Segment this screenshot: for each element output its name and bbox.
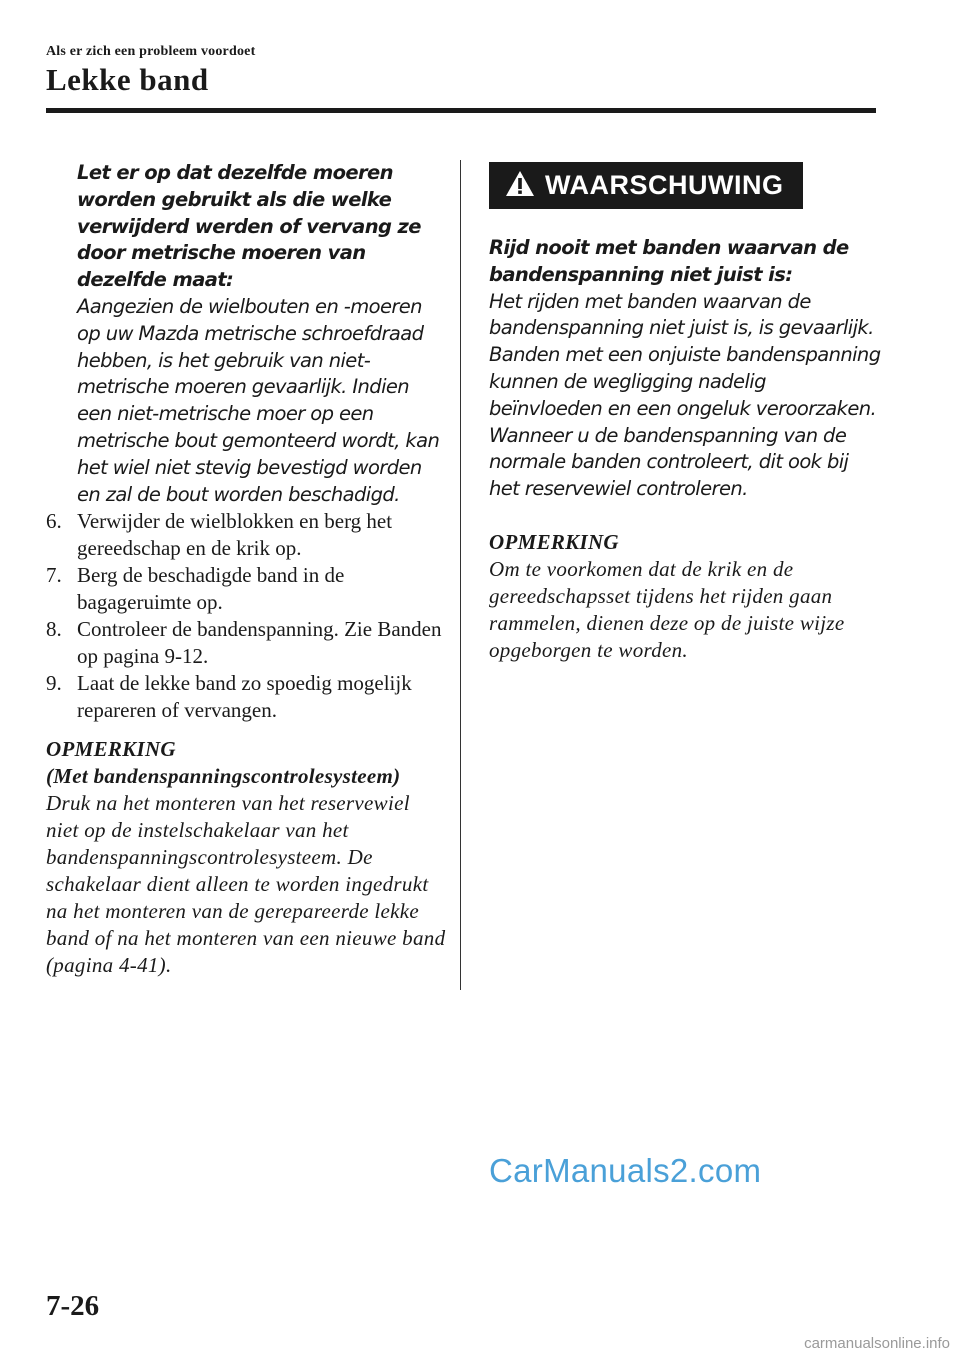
caution-heading: Let er op dat dezelfde moeren worden gebruikt als die welke verwijderd werden of vervang ze door metrische moeren van dezelfde maat: (77, 161, 421, 292)
step-number: 6. (46, 509, 62, 534)
warning-label: WAARSCHUWING (545, 170, 784, 200)
header-rule (46, 108, 876, 113)
warning-block (489, 235, 884, 503)
step-number: 8. (46, 617, 62, 642)
steps-list (46, 508, 446, 724)
page-title: Lekke band (46, 62, 209, 97)
list-item (46, 508, 446, 562)
note-body: Druk na het monteren van het reservewiel niet op de instelschakelaar van het bandenspanningscontrolesysteem. De schakelaar dient alleen te worden ingedrukt na het monteren van de gerepareerde lekke band of na het monteren van een nieuwe band (pagina 4-41). (46, 791, 446, 978)
note-block (46, 736, 446, 979)
list-item (46, 670, 446, 724)
note-label: OPMERKING (489, 529, 619, 554)
warning-triangle-icon (505, 170, 535, 202)
note-block-right (489, 529, 884, 664)
note-subtitle: (Met bandenspanningscontrolesysteem) (46, 764, 401, 789)
step-number: 9. (46, 671, 62, 696)
list-item (46, 616, 446, 670)
warning-body: Het rijden met banden waarvan de bandenspanning niet juist is, is gevaarlijk. Banden met een onjuiste bandenspanning kunnen de wegligging nadelig beïnvloeden en een ongeluk veroorzaken. Wanneer u de bandenspanning van de normale banden controleert, dit ook bij het reservewiel controleren. (489, 289, 881, 501)
watermark: CarManuals2.com (489, 1152, 762, 1189)
step-text: Controleer de bandenspanning. Zie Banden op pagina 9-12. (77, 617, 442, 669)
section-label: Als er zich een probleem voordoet (46, 44, 256, 59)
column-divider (460, 160, 461, 990)
caution-body: Aangezien de wielbouten en -moeren op uw Mazda metrische schroefdraad hebben, is het gebruik van niet-metrische moeren gevaarlijk. Indien een niet-metrische moer op een metrische bout gemonteerd wordt, kan het wiel niet stevig bevestigd worden en zal de bout worden beschadigd. (77, 294, 440, 506)
step-text: Berg de beschadigde band in de bagageruimte op. (77, 563, 345, 615)
warning-heading: Rijd nooit met banden waarvan de bandenspanning niet juist is: (489, 236, 849, 286)
note-label: OPMERKING (46, 737, 176, 762)
step-text: Verwijder de wielblokken en berg het gereedschap en de krik op. (77, 509, 393, 561)
left-column (46, 160, 446, 979)
step-number: 7. (46, 563, 62, 588)
warning-banner (489, 162, 803, 209)
step-text: Laat de lekke band zo spoedig mogelijk repareren of vervangen. (77, 671, 412, 723)
footer-site: carmanualsonline.info (804, 1335, 950, 1352)
note-body: Om te voorkomen dat de krik en de gereedschapsset tijdens het rijden gaan rammelen, dienen deze op de juiste wijze opgeborgen te worden. (489, 556, 845, 662)
right-column (489, 162, 884, 664)
page-number: 7-26 (46, 1290, 100, 1322)
list-item (46, 562, 446, 616)
caution-block (46, 160, 446, 508)
